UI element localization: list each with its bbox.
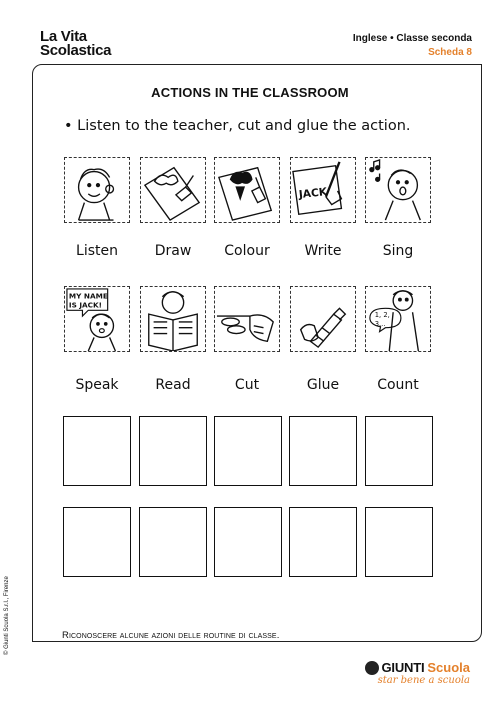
write-word: JACK [298,185,328,201]
copyright-note: © Giunti Scuola S.r.l., Firenze [4,576,10,655]
card-speak[interactable] [64,286,130,352]
card-draw[interactable] [140,157,206,223]
brand-tagline: star bene a scuola [377,675,470,686]
brand-name-suffix: Scuola [427,660,470,675]
glue-box[interactable] [63,416,131,486]
sheet-number: Scheda 8 [428,47,472,58]
card-colour[interactable] [214,157,280,223]
label-glue: Glue [306,377,340,393]
count-text2: 3... [374,319,386,328]
count-icon [366,287,430,351]
label-count: Count [377,377,419,393]
card-listen[interactable] [64,157,130,223]
subject-label: Inglese • Classe seconda [352,33,472,44]
glue-box[interactable] [63,507,131,577]
label-colour: Colour [224,243,270,259]
listen-icon [65,158,129,222]
speak-icon [65,287,129,351]
glue-box[interactable] [289,416,357,486]
glue-box[interactable] [214,416,282,486]
learning-objective: Riconoscere alcune azioni delle routine di classe. [62,630,280,641]
label-listen: Listen [76,243,118,259]
magazine-logo [40,30,111,58]
brand-logo-icon [365,661,379,675]
glue-box[interactable] [365,416,433,486]
logo-line1: La Vita [40,28,87,45]
label-sing: Sing [382,243,414,259]
card-cut[interactable] [214,286,280,352]
speech-line1: MY NAME [68,291,108,301]
header-info [353,32,472,60]
card-read[interactable] [140,286,206,352]
count-text1: 1, 2, [374,311,390,320]
card-write[interactable] [290,157,356,223]
card-sing[interactable] [365,157,431,223]
worksheet-title: ACTIONS IN THE CLASSROOM [151,85,349,100]
glue-icon [291,287,355,351]
instruction-text: • Listen to the teacher, cut and glue the action. [64,118,411,134]
write-icon [291,158,355,222]
label-draw: Draw [154,243,192,259]
glue-box[interactable] [365,507,433,577]
glue-box[interactable] [214,507,282,577]
label-read: Read [155,377,191,393]
draw-icon [141,158,205,222]
read-icon [141,287,205,351]
brand-name: GIUNTI [381,660,425,675]
label-cut: Cut [234,377,260,393]
card-glue[interactable] [290,286,356,352]
colour-icon [215,158,279,222]
glue-box[interactable] [289,507,357,577]
cut-icon [215,287,279,351]
speech-line2: IS JACK! [68,300,102,310]
publisher-brand [365,660,470,686]
glue-box[interactable] [139,416,207,486]
sing-icon [366,158,430,222]
label-write: Write [304,243,342,259]
glue-box[interactable] [139,507,207,577]
logo-line2: Scolastica [40,42,112,59]
label-speak: Speak [75,377,119,393]
card-count[interactable] [365,286,431,352]
